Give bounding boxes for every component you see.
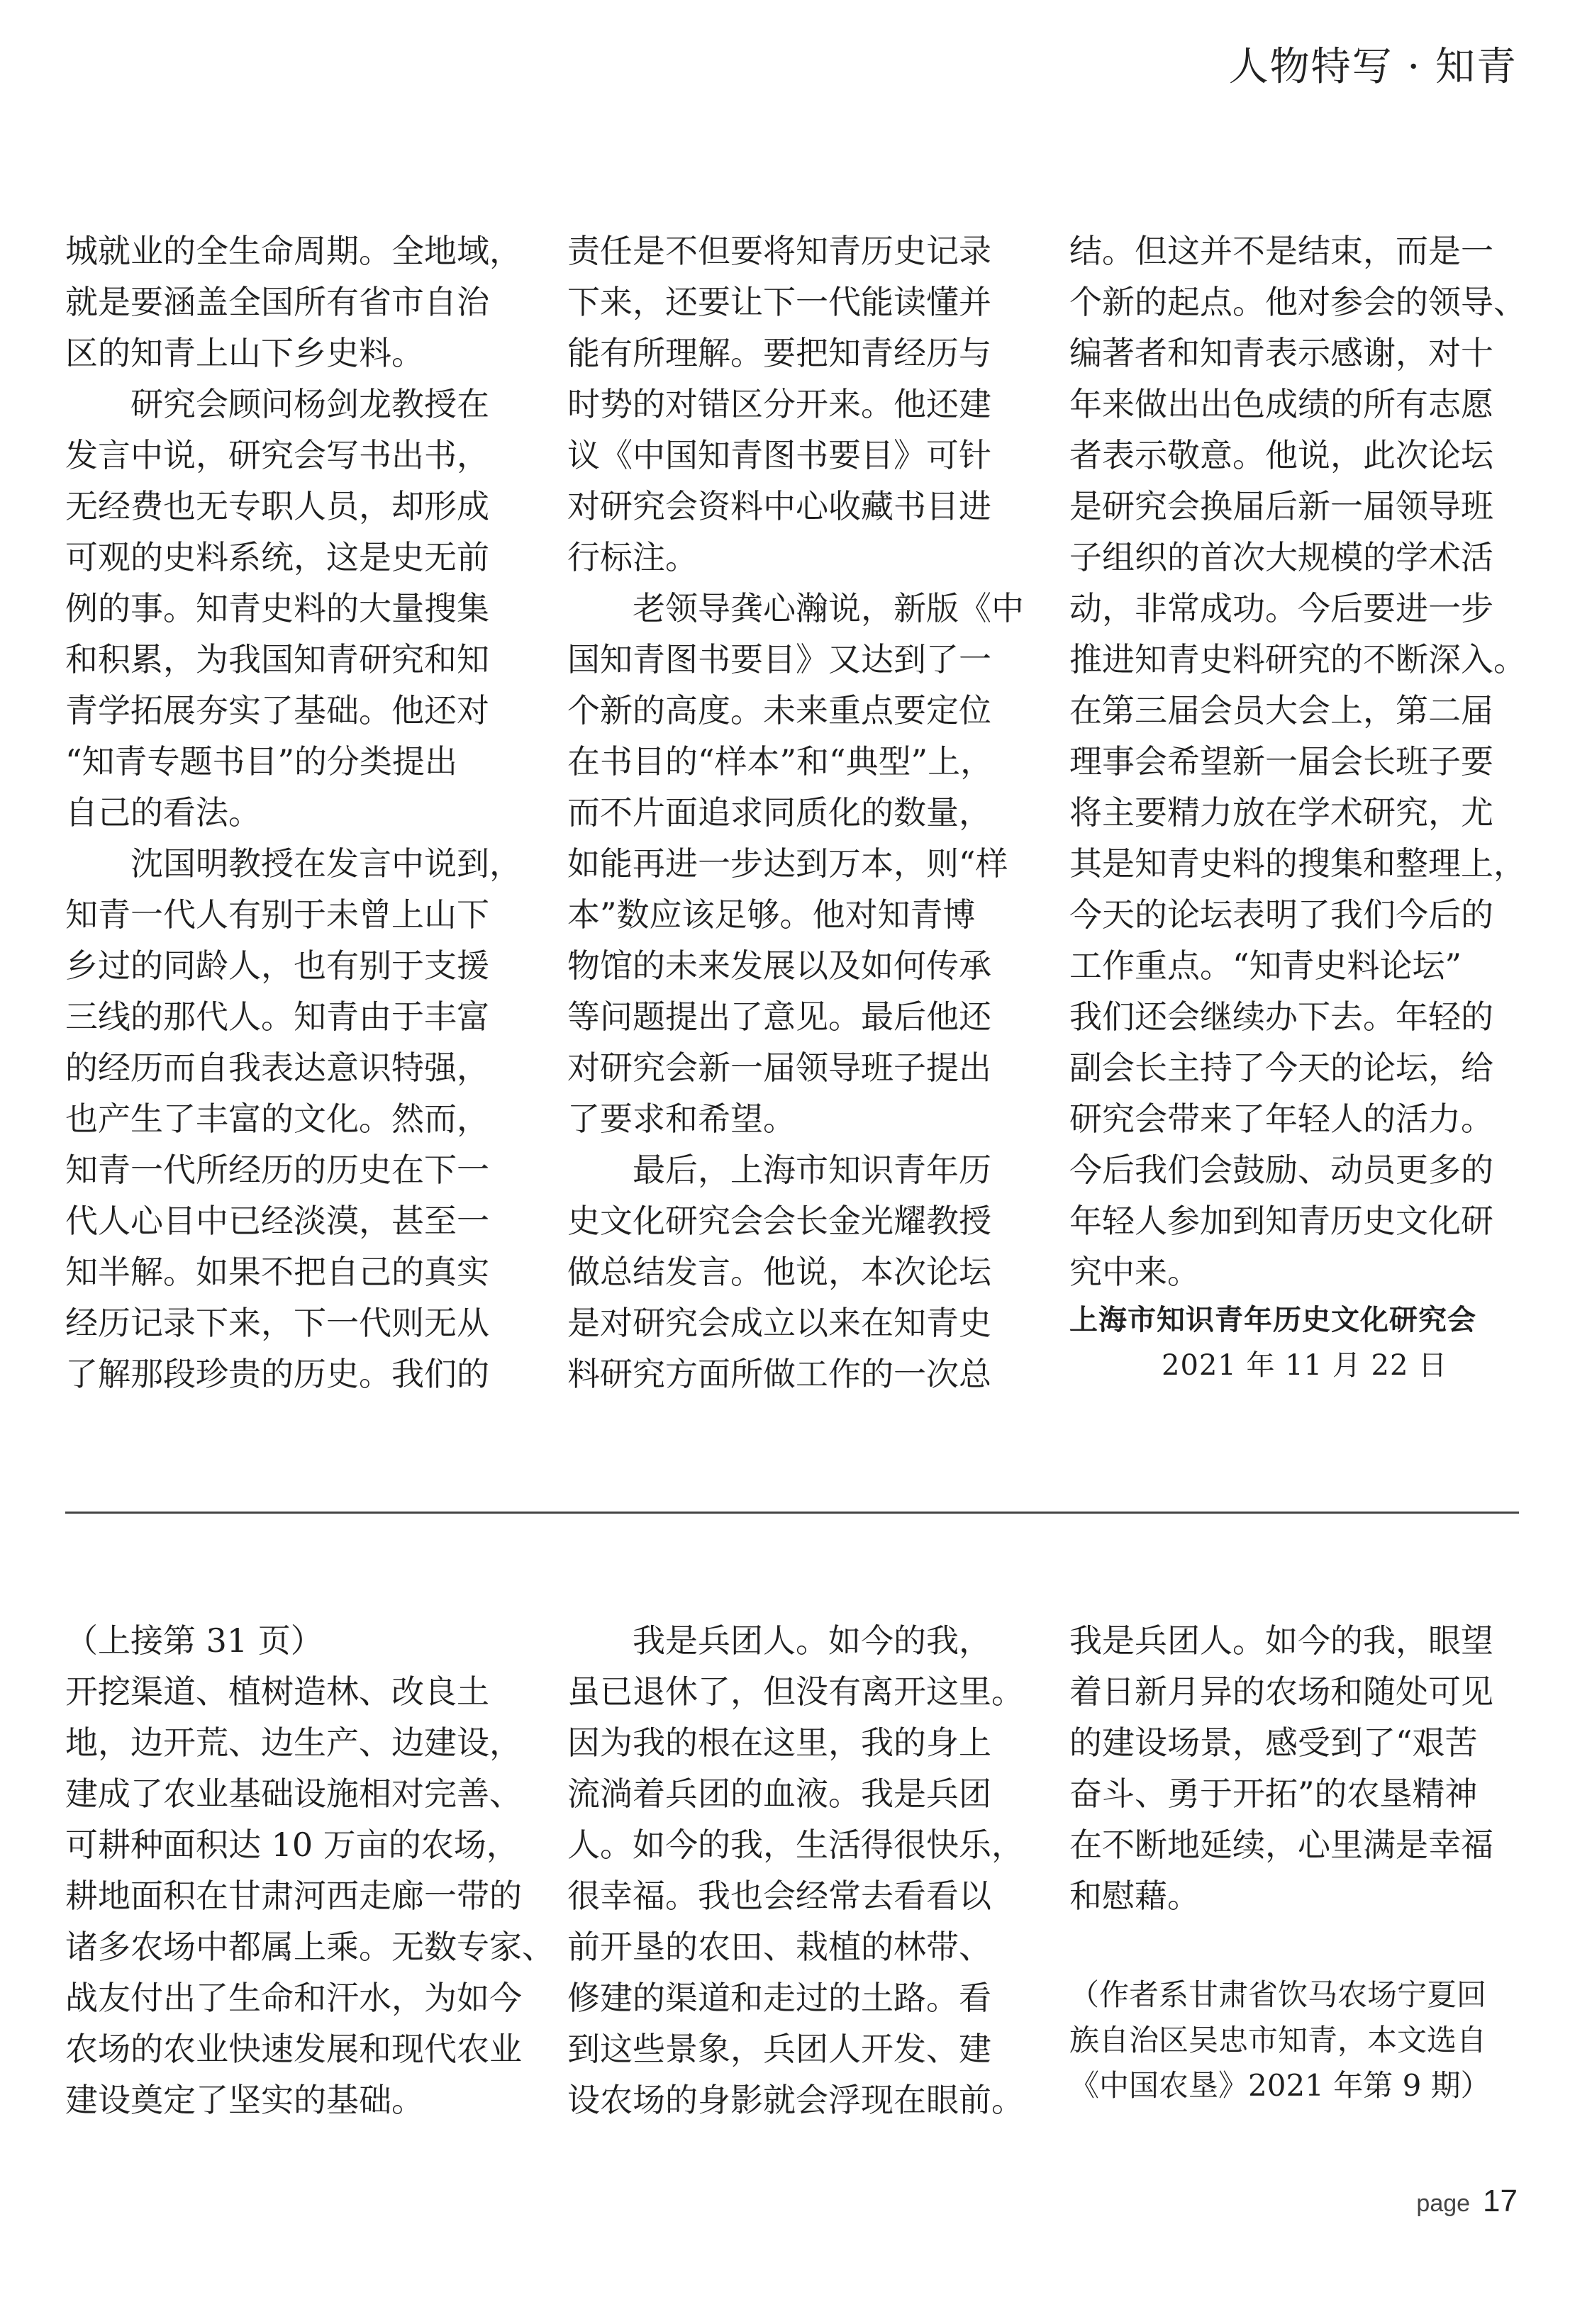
signature-org: 上海市知识青年历史文化研究会 [1069, 1303, 1476, 1336]
text-line: 很幸福。我也会经常去看看以 [567, 1877, 991, 1915]
text-line: 发言中说，研究会写书出书， [65, 436, 489, 474]
text-line: 在书目的“样本”和“典型”上， [567, 742, 993, 781]
text-line: 修建的渠道和走过的土路。看 [567, 1979, 991, 2017]
text-line: 做总结发言。他说，本次论坛 [567, 1253, 991, 1291]
text-line: 子组织的首次大规模的学术活 [1069, 538, 1493, 576]
text-line: 而不片面追求同质化的数量， [567, 793, 991, 832]
text-line: 责任是不但要将知青历史记录 [567, 232, 991, 270]
text-line: 乡过的同龄人，也有别于支援 [65, 946, 489, 985]
text-line: 对研究会资料中心收藏书目进 [567, 487, 991, 525]
text-line: 对研究会新一届领导班子提出 [567, 1049, 991, 1087]
text-line: 知半解。如果不把自己的真实 [65, 1253, 489, 1291]
text-line: 本”数应该足够。他对知青博 [567, 895, 976, 934]
section-header: 人物特写 · 知青 [1228, 44, 1518, 90]
text-line: 时势的对错区分开来。他还建 [567, 385, 991, 423]
text-line: “知青专题书目”的分类提出 [65, 742, 458, 781]
text-line: 物馆的未来发展以及如何传承 [567, 946, 991, 985]
text-line: 我是兵团人。如今的我， [567, 1621, 991, 1660]
text-line: 编著者和知青表示感谢，对十 [1069, 334, 1493, 372]
text-line: 年来做出出色成绩的所有志愿 [1069, 385, 1493, 423]
text-line: 奋斗、勇于开拓”的农垦精神 [1069, 1775, 1478, 1813]
text-line: 的建设场景，感受到了“艰苦 [1069, 1724, 1478, 1762]
text-line: 我们还会继续办下去。年轻的 [1069, 998, 1493, 1036]
text-line: 可耕种面积达 10 万亩的农场， [65, 1826, 519, 1864]
text-line: 耕地面积在甘肃河西走廊一带的 [65, 1877, 522, 1915]
text-line: 三线的那代人。知青由于丰富 [65, 998, 489, 1036]
text-line: 年轻人参加到知青历史文化研 [1069, 1202, 1493, 1240]
text-line: 料研究方面所做工作的一次总 [567, 1355, 991, 1393]
text-line: 地，边开荒、边生产、边建设， [65, 1724, 522, 1762]
author-note: 《中国农垦》2021 年第 9 期） [1069, 2068, 1491, 2103]
text-line: 人。如今的我，生活得很快乐， [567, 1826, 1024, 1864]
text-line: 是对研究会成立以来在知青史 [567, 1304, 991, 1342]
text-line: 等问题提出了意见。最后他还 [567, 998, 991, 1036]
text-line: 者表示敬意。他说，此次论坛 [1069, 436, 1493, 474]
text-line: 知青一代所经历的历史在下一 [65, 1151, 489, 1189]
text-line: 研究会带来了年轻人的活力。 [1069, 1100, 1493, 1138]
text-line: 我是兵团人。如今的我，眼望 [1069, 1621, 1493, 1660]
author-note: （作者系甘肃省饮马农场宁夏回 [1069, 1977, 1487, 2012]
text-line: 是研究会换届后新一届领导班 [1069, 487, 1493, 525]
text-line: 和积累，为我国知青研究和知 [65, 640, 489, 678]
text-line: 在第三届会员大会上，第二届 [1069, 691, 1493, 730]
text-line: 流淌着兵团的血液。我是兵团 [567, 1775, 991, 1813]
page-number [1416, 2184, 1518, 2219]
text-line: 自己的看法。 [65, 793, 261, 832]
page-label: page [1416, 2190, 1471, 2217]
text-line: 研究会顾问杨剑龙教授在 [65, 385, 489, 423]
text-line: 今后我们会鼓励、动员更多的 [1069, 1151, 1493, 1189]
article-top-column-1 [65, 225, 526, 1400]
text-line: 经历记录下来，下一代则无从 [65, 1304, 489, 1342]
text-line: 工作重点。“知青史料论坛” [1069, 946, 1462, 985]
text-line: 副会长主持了今天的论坛，给 [1069, 1049, 1493, 1087]
article-bottom-column-2 [567, 1615, 1028, 2125]
text-line: 下来，还要让下一代能读懂并 [567, 283, 991, 321]
text-line: 个新的高度。未来重点要定位 [567, 691, 991, 730]
text-line: 例的事。知青史料的大量搜集 [65, 589, 489, 627]
article-bottom-column-1 [65, 1615, 555, 2125]
text-line: 开挖渠道、植树造林、改良土 [65, 1672, 489, 1711]
article-top-column-2 [567, 225, 1028, 1400]
text-line: 最后，上海市知识青年历 [567, 1151, 991, 1189]
text-line: 无经费也无专职人员，却形成 [65, 487, 489, 525]
text-line: 如能再进一步达到万本，则“样 [567, 844, 1008, 883]
text-line: 了要求和希望。 [567, 1100, 796, 1138]
text-line: 就是要涵盖全国所有省市自治 [65, 283, 489, 321]
text-line: 着日新月异的农场和随处可见 [1069, 1672, 1493, 1711]
text-line: 老领导龚心瀚说，新版《中 [567, 589, 1024, 627]
text-line: 能有所理解。要把知青经历与 [567, 334, 991, 372]
text-line: 究中来。 [1069, 1253, 1200, 1291]
text-line: 动，非常成功。今后要进一步 [1069, 589, 1493, 627]
text-line: 到这些景象，兵团人开发、建 [567, 2030, 991, 2068]
text-line: 了解那段珍贵的历史。我们的 [65, 1355, 489, 1393]
spacer [1069, 1921, 1530, 1972]
text-line: 诸多农场中都属上乘。无数专家、 [65, 1928, 555, 1966]
section-divider [65, 1512, 1519, 1514]
text-line: 城就业的全生命周期。全地域， [65, 232, 522, 270]
text-line: 史文化研究会会长金光耀教授 [567, 1202, 991, 1240]
text-line: 因为我的根在这里，我的身上 [567, 1724, 991, 1762]
text-line: 和慰藉。 [1069, 1877, 1200, 1915]
text-line: 战友付出了生命和汗水，为如今 [65, 1979, 522, 2017]
text-line: 结。但这并不是结束，而是一 [1069, 232, 1493, 270]
text-line: 其是知青史料的搜集和整理上， [1069, 844, 1526, 883]
text-line: 沈国明教授在发言中说到， [65, 844, 522, 883]
text-line: 代人心目中已经淡漠，甚至一 [65, 1202, 489, 1240]
text-line: 在不断地延续，心里满是幸福 [1069, 1826, 1493, 1864]
text-line: 的经历而自我表达意识特强， [65, 1049, 489, 1087]
text-line: 将主要精力放在学术研究，尤 [1069, 793, 1493, 832]
text-line: 也产生了丰富的文化。然而， [65, 1100, 489, 1138]
text-line: 农场的农业快速发展和现代农业 [65, 2030, 522, 2068]
text-line: 行标注。 [567, 538, 698, 576]
text-line: 推进知青史料研究的不断深入。 [1069, 640, 1526, 678]
text-line: 国知青图书要目》又达到了一 [567, 640, 991, 678]
page-number-value: 17 [1483, 2184, 1518, 2218]
text-line: 今天的论坛表明了我们今后的 [1069, 895, 1493, 934]
text-line: 区的知青上山下乡史料。 [65, 334, 424, 372]
text-line: 议《中国知青图书要目》可针 [567, 436, 991, 474]
text-line: 个新的起点。他对参会的领导、 [1069, 283, 1526, 321]
text-line: 虽已退休了，但没有离开这里。 [567, 1672, 1024, 1711]
text-line: 青学拓展夯实了基础。他还对 [65, 691, 489, 730]
text-line: 前开垦的农田、栽植的林带、 [567, 1928, 991, 1966]
article-bottom-column-3 [1069, 1615, 1530, 2108]
text-line: 建设奠定了坚实的基础。 [65, 2081, 424, 2119]
text-line: 知青一代人有别于未曾上山下 [65, 895, 489, 934]
text-line: 建成了农业基础设施相对完善、 [65, 1775, 522, 1813]
author-note: 族自治区吴忠市知青，本文选自 [1069, 2023, 1487, 2057]
continued-from-note: （上接第 31 页） [65, 1621, 323, 1660]
signature-date: 2021 年 11 月 22 日 [1162, 1349, 1448, 1382]
text-line: 理事会希望新一届会长班子要 [1069, 742, 1493, 781]
text-line: 设农场的身影就会浮现在眼前。 [567, 2081, 1024, 2119]
text-line: 可观的史料系统，这是史无前 [65, 538, 489, 576]
article-top-column-3 [1069, 225, 1530, 1388]
